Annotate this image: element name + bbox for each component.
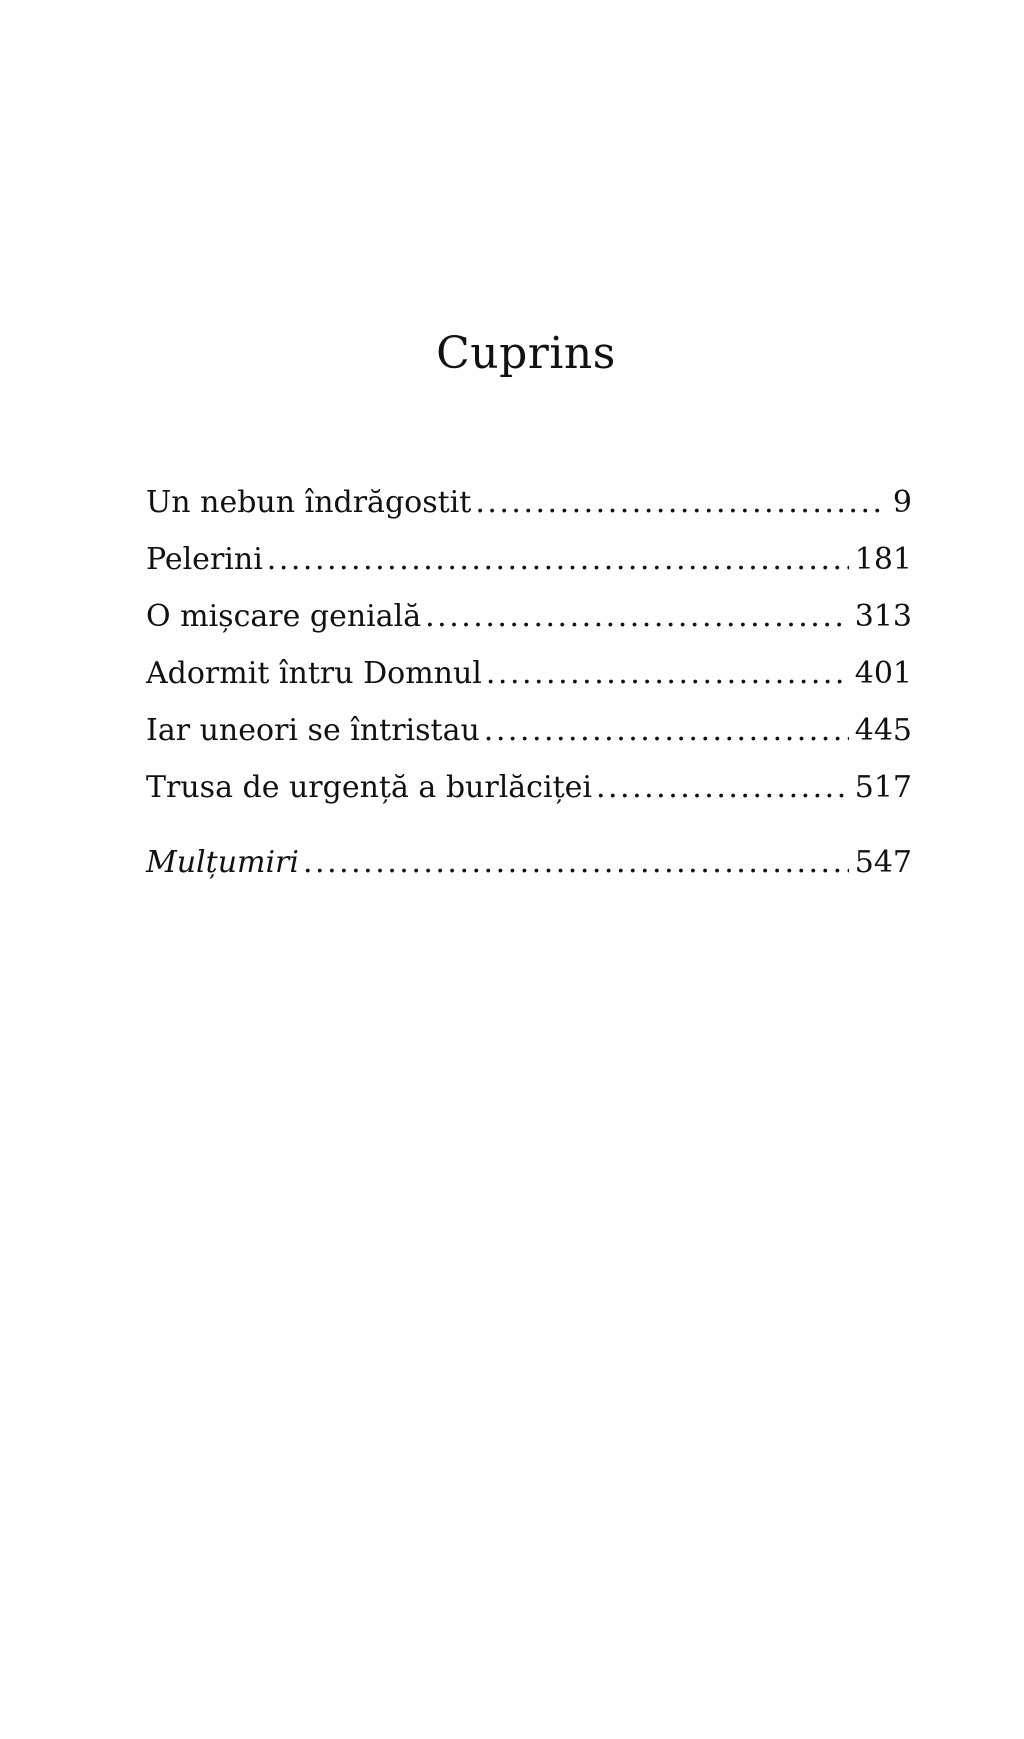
dot-leader	[475, 485, 887, 520]
dot-leader	[425, 599, 849, 634]
toc-entry-title: Adormit întru Domnul	[146, 656, 482, 691]
toc-entry-page: 313	[854, 599, 912, 634]
toc-entry-title: Pelerini	[146, 542, 263, 577]
dot-leader	[267, 542, 849, 577]
toc-entry	[146, 770, 912, 827]
dot-leader	[596, 770, 849, 805]
toc-entry	[146, 542, 912, 599]
toc-entry-title: Trusa de urgență a burlăciței	[146, 770, 592, 805]
toc-entry-title: Un nebun îndrăgostit	[146, 485, 472, 520]
toc-entry-acknowledgements	[146, 845, 912, 902]
toc-entry	[146, 656, 912, 713]
dot-leader	[303, 845, 849, 880]
toc-entry-title: Iar uneori se întristau	[146, 713, 480, 748]
toc-entry-page: 181	[854, 542, 912, 577]
dot-leader	[486, 656, 849, 691]
toc-entry-page: 445	[854, 713, 912, 748]
toc-entry-page: 547	[854, 845, 912, 880]
toc-entry-title: O mișcare genială	[146, 599, 422, 634]
dot-leader	[484, 713, 849, 748]
toc-entry	[146, 713, 912, 770]
toc-entry	[146, 599, 912, 656]
toc-entry-title: Mulțumiri	[146, 845, 299, 880]
table-of-contents	[146, 485, 912, 902]
toc-entry-page: 401	[854, 656, 912, 691]
toc-entry-page: 9	[892, 485, 912, 520]
toc-entry-page: 517	[854, 770, 912, 805]
toc-entry	[146, 485, 912, 542]
page-title: Cuprins	[436, 328, 616, 379]
